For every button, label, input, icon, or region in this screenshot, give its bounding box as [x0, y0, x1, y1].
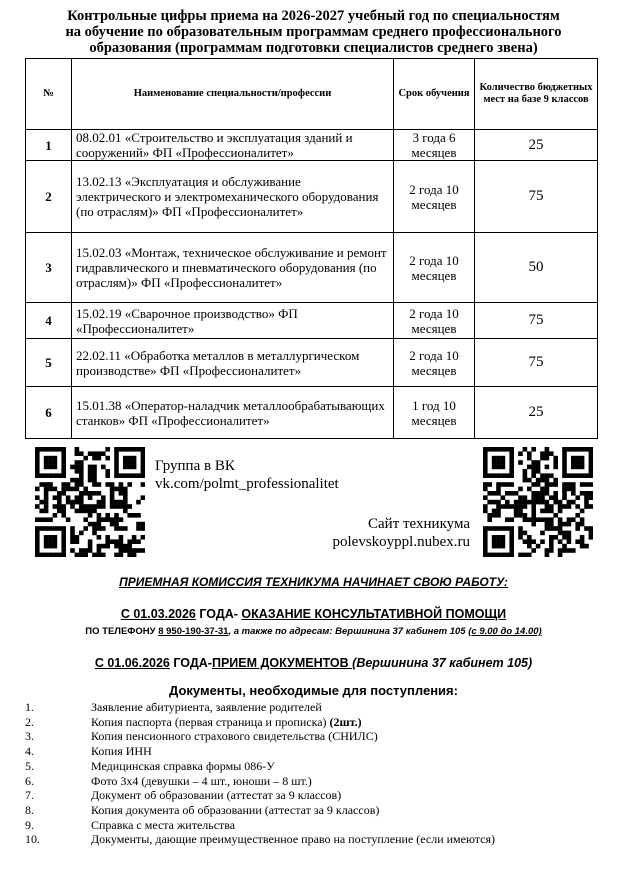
cell-term: 1 год 10 месяцев — [394, 387, 475, 439]
cell-term: 3 года 6 месяцев — [394, 130, 475, 161]
table-row — [26, 303, 598, 339]
phone-number: 8 950-190-37-31 — [158, 626, 229, 637]
cell-n: 5 — [26, 339, 72, 387]
consult-line: С 01.03.2026 ГОДА- ОКАЗАНИЕ КОНСУЛЬТАТИВНОЙ ПОМОЩИ — [120, 607, 507, 621]
table-row — [26, 130, 598, 161]
list-item: 7. Документ об образовании (аттестат за 9 классов) — [25, 788, 342, 803]
cell-n: 3 — [26, 233, 72, 303]
cell-count: 25 — [475, 387, 598, 439]
cell-term: 2 года 10 месяцев — [394, 233, 475, 303]
list-item: 1. Заявление абитуриента, заявление родителей — [25, 700, 322, 714]
list-item: 8. Копия документа об образовании (аттестат за 9 классов) — [25, 802, 380, 817]
announce-headline: ПРИЕМНАЯ КОМИССИЯ ТЕХНИКУМА НАЧИНАЕТ СВОЮ РАБОТУ: — [119, 575, 508, 589]
list-item: 6. Фото 3х4 (девушки – 4 шт., юноши – 8 шт.) — [25, 773, 312, 788]
list-item: 3. Копия пенсионного страхового свидетельства (СНИЛС) — [25, 729, 378, 744]
cell-name: 15.02.03 «Монтаж, техническое обслуживание и ремонт гидравлического и пневматического оборудования (по отраслям)» ФП «Профессионалитет» — [72, 233, 394, 303]
cell-count: 25 — [475, 130, 598, 161]
cell-count: 75 — [475, 161, 598, 233]
cell-term: 2 года 10 месяцев — [394, 161, 475, 233]
list-item: 5. Медицинская справка формы 086-У — [25, 758, 275, 773]
cell-count: 75 — [475, 303, 598, 339]
cell-term: 2 года 10 месяцев — [394, 303, 475, 339]
list-item: 10. Документы, дающие преимущественное право на поступление (если имеются) — [25, 832, 496, 847]
page-title: Контрольные цифры приема на 2026-2027 учебный год по специальностям на обучение по образовательным программам среднего профессионального образования (программам подготовки специалистов среднего звена) — [65, 8, 562, 56]
documents-title: Документы, необходимые для поступления: — [169, 683, 458, 698]
table-row — [26, 387, 598, 439]
site-link[interactable]: polevskoyppl.nubex.ru — [332, 534, 470, 550]
cell-count: 50 — [475, 233, 598, 303]
list-item: 2. Копия паспорта (первая страница и прописка) (2шт.) — [25, 714, 362, 729]
table-row — [26, 161, 598, 233]
phone-line: ПО ТЕЛЕФОНУ 8 950-190-37-31, а также по адресам: Вершинина 37 кабинет 105 (с 9.00 до 14.00) — [85, 626, 542, 637]
table-row — [26, 339, 598, 387]
cell-name: 22.02.11 «Обработка металлов в металлургическом производстве» ФП «Профессионалитет» — [72, 339, 394, 387]
vk-qr-code — [35, 447, 145, 557]
documents-list — [0, 700, 627, 847]
cell-name: 15.02.19 «Сварочное производство» ФП «Профессионалитет» — [72, 303, 394, 339]
list-item: 9. Справка с места жительства — [25, 817, 236, 832]
table-row — [26, 233, 598, 303]
site-qr-code — [483, 447, 593, 557]
admission-table — [25, 58, 598, 439]
vk-link[interactable]: vk.com/polmt_professionalitet — [155, 476, 339, 492]
col-term: Срок обучения — [394, 59, 475, 130]
documents-section — [0, 683, 627, 847]
cell-term: 2 года 10 месяцев — [394, 339, 475, 387]
cell-name: 08.02.01 «Строительство и эксплуатация зданий и сооружений» ФП «Профессионалитет» — [72, 130, 394, 161]
cell-n: 1 — [26, 130, 72, 161]
site-label: Сайт техникума — [368, 516, 470, 532]
list-item: 4. Копия ИНН — [25, 744, 152, 759]
cell-n: 4 — [26, 303, 72, 339]
cell-n: 6 — [26, 387, 72, 439]
col-count: Количество бюджетных мест на базе 9 классов — [475, 59, 598, 130]
cell-name: 13.02.13 «Эксплуатация и обслуживание электрического и электромеханического оборудования (по отраслям)» ФП «Профессионалитет» — [72, 161, 394, 233]
col-number: № — [26, 59, 72, 130]
cell-n: 2 — [26, 161, 72, 233]
docs-line: С 01.06.2026 ГОДА-ПРИЕМ ДОКУМЕНТОВ (Вершинина 37 кабинет 105) — [94, 656, 533, 670]
vk-label: Группа в ВК — [155, 458, 235, 474]
cell-name: 15.01.38 «Оператор-наладчик металлообрабатывающих станков» ФП «Профессионалитет» — [72, 387, 394, 439]
cell-count: 75 — [475, 339, 598, 387]
col-name: Наименование специальности/профессии — [72, 59, 394, 130]
